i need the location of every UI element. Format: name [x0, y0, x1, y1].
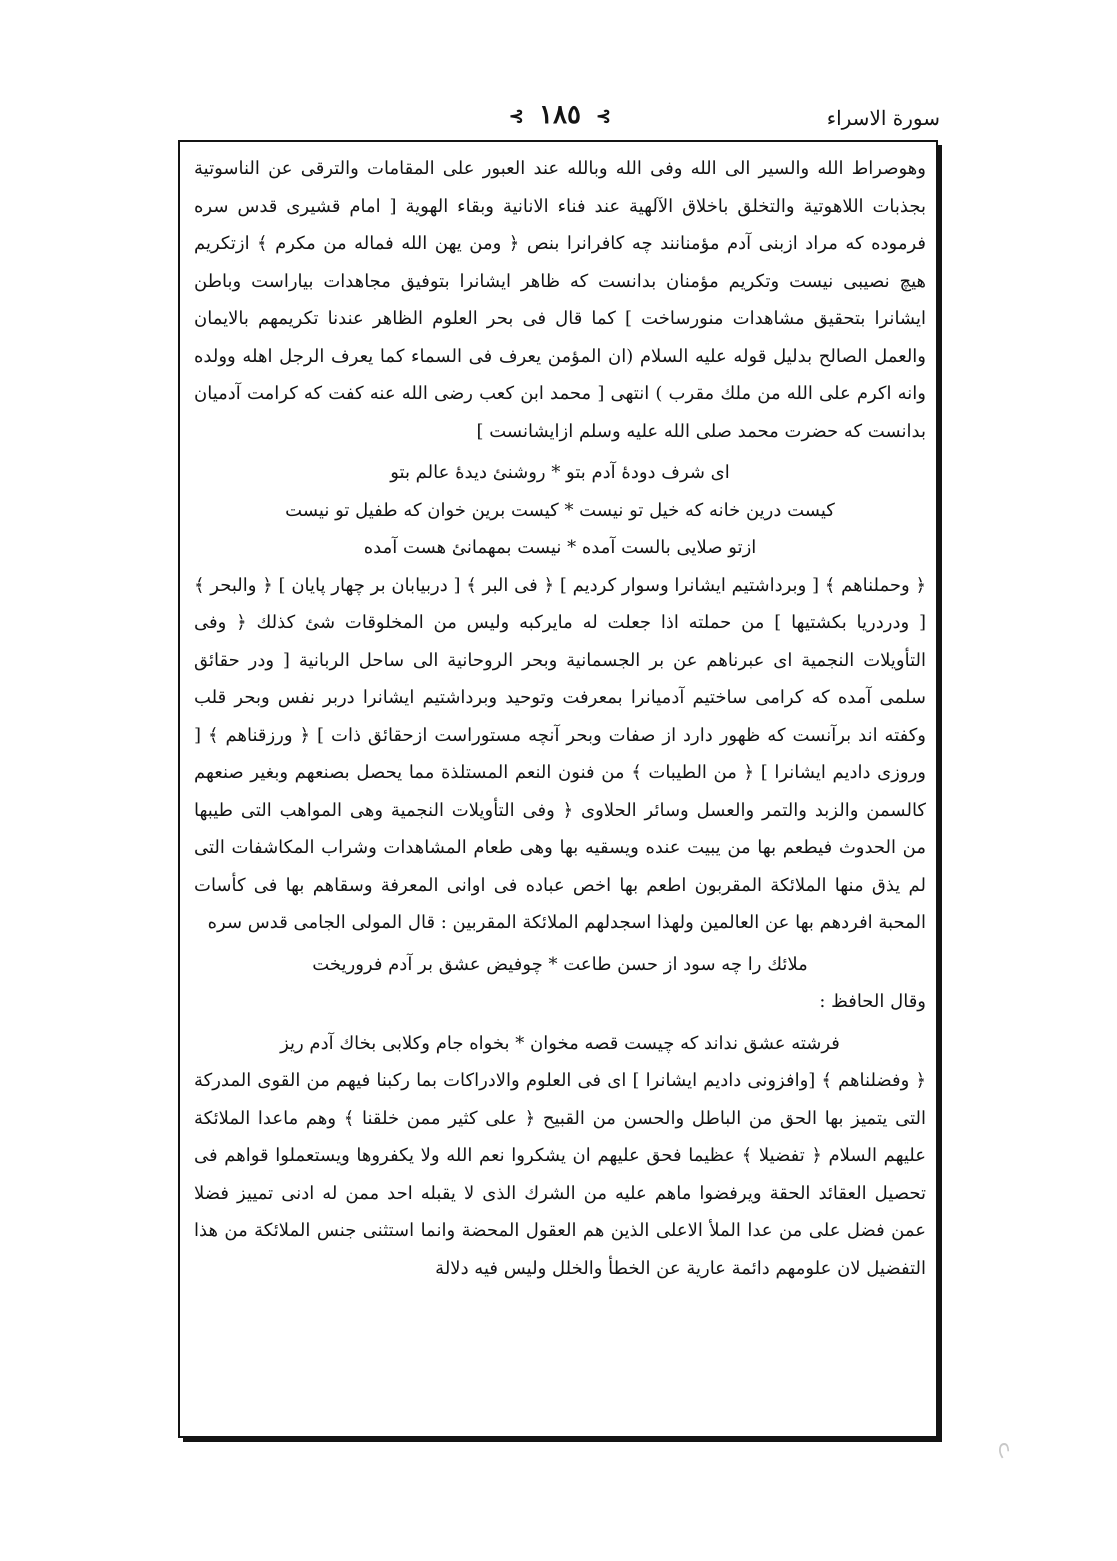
- verse-hafiz: فرشته عشق نداند كه چيست قصه مخوان * بخواه جام وكلابى بخاك آدم ريز: [280, 1032, 840, 1054]
- hafiz-label: وقال الحافظ :: [819, 991, 926, 1012]
- margin-mark: ᢉ: [997, 1440, 1010, 1465]
- text-frame: [178, 140, 938, 1438]
- page-header: [180, 98, 940, 138]
- paragraph-2: ﴿ وحملناهم ﴾ [ وبرداشتيم ايشانرا وسوار كرديم ] ﴿ فى البر ﴾ [ دربيابان بر چهار پايان ] ﴿ والبحر ﴾ [ ودردريا بكشتيها ] من حملته اذا جعلت له مايركبه وليس من المخلوقات شئ كذلك ﴿ وفى التأويلات النجمية اى عبرناهم عن بر الجسمانية وبحر الروحانية الى ساحل الربانية [ ودر حقائق سلمى آمده كه كرامى ساختيم آدميانرا بمعرفت وتوحيد وبرداشتيم ايشانرا دربر نفس وبحر قلب وكفته اند برآنست كه ظهور دارد از صفات وبحر آنچه مستوراست ازحقائق ذات ] ﴿ ورزقناهم ﴾ [ وروزى داديم ايشانرا ] ﴿ من الطيبات ﴾ من فنون النعم المستلذة مما يحصل بصنعهم وبغير صنعهم كالسمن والزبد والتمر والعسل وسائر الحلاوى ﴿ وفى التأويلات النجمية وهى المواهب التى طيبها من الحدوث فيطعم بها من يبيت عنده ويسقيه بها وهى طعام المشاهدات وشراب المكاشفات التى لم يذق منها الملائكة المقربون اطعم بها اخص عباده فى اوانى المعرفة وسقاهم بها فى كأسات المحبة افردهم بها عن العالمين ولهذا اسجدلهم الملائكة المقربين : قال المولى الجامى قدس سره: [194, 574, 926, 933]
- verse-jami: ملائك را چه سود از حسن طاعت * چوفيض عشق بر آدم فروريخت: [312, 953, 808, 975]
- ornament-left: ⊰: [596, 105, 612, 127]
- surah-name: سورة الاسراء: [826, 106, 940, 130]
- paragraph-3: ﴿ وفضلناهم ﴾ [وافزونى داديم ايشانرا ] اى فى العلوم والادراكات بما ركبنا فيهم من القوى المدركة التى يتميز بها الحق من الباطل والحسن من القبيح ﴿ على كثير ممن خلقنا ﴾ وهم ماعدا الملائكة عليهم السلام ﴿ تفضيلا ﴾ عظيما فحق عليهم ان يشكروا نعم الله ولا يكفروها ويستعملوا قواهم فى تحصيل العقائد الحقة ويرفضوا ماهم عليه من الشرك الذى لا يقبله احد ممن له ادنى تمييز فضلا عمن فضل على من عدا الملأ الاعلى الذين هم العقول المحضة وانما استثنى جنس الملائكة من هذا التفضيل لان علومهم دائمة عارية عن الخطأ والخلل وليس فيه دلالة: [194, 1070, 926, 1279]
- verse-line-1: اى شرف دودهٔ آدم بتو * روشنئ ديدهٔ عالم بتو: [390, 462, 730, 483]
- main-text: [194, 150, 926, 1287]
- paragraph-1: وهوصراط الله والسير الى الله وفى الله وبالله عند العبور على المقامات والترقى عن الناسوتية بجذبات اللاهوتية والتخلق باخلاق الآلهية عند فناء الانانية وبقاء الهوية [ امام قشيرى قدس سره فرموده كه مراد ازبنى آدم مؤمنانند چه كافرانرا بنص ﴿ ومن يهن الله فماله من مكرم ﴾ ازتكريم هيچ نصيبى نيست وتكريم مؤمنان بدانست كه ظاهر ايشانرا بتوفيق مجاهدات بياراست وباطن ايشانرا بتحقيق مشاهدات منورساخت ] كما قال فى بحر العلوم الظاهر عندنا تكريمهم بالايمان والعمل الصالح بدليل قوله عليه السلام (ان المؤمن يعرف فى السماء كما يعرف الرجل اهله وولده وانه اكرم على الله من ملك مقرب ) انتهى [ محمد ابن كعب رضى الله عنه كفت كه كرامت آدميان بدانست كه حضرت محمد صلى الله عليه وسلم ازايشانست ]: [194, 158, 926, 442]
- ornament-right: ⊰: [508, 105, 524, 127]
- verse-line-2: كيست درين خانه كه خيل تو نيست * كيست برين خوان كه طفيل تو نيست: [285, 499, 835, 521]
- page-number: ١٨٥: [539, 100, 581, 130]
- verse-line-3: ازتو صلايى بالست آمده * نيست بمهمانئ هست آمده: [363, 537, 757, 558]
